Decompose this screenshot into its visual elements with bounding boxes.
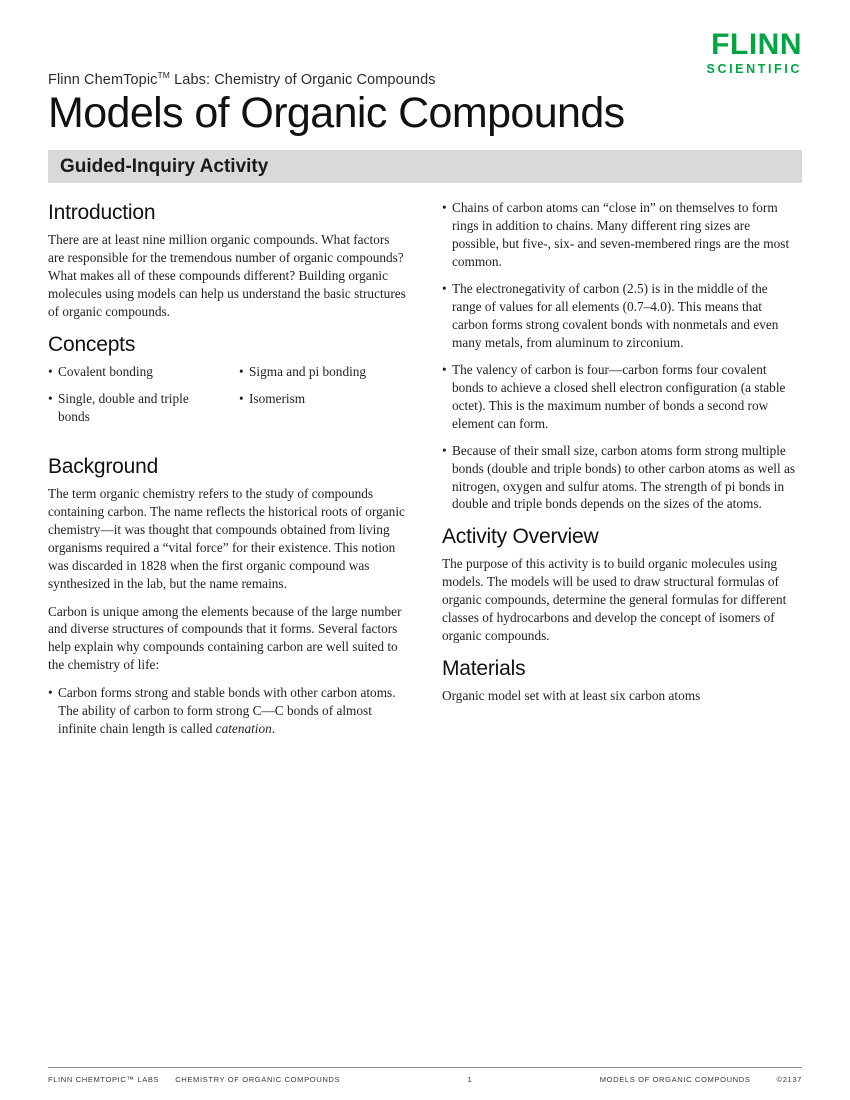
list-item — [442, 280, 800, 352]
content-columns — [48, 195, 802, 747]
activity-overview-paragraph: The purpose of this activity is to build organic molecules using models. The models will be used to draw structural formulas of organic compounds, determine the general formulas for different classes of hydrocarbons and develop the concept of isomers of organic compounds. — [442, 556, 787, 644]
activity-type-banner — [48, 150, 802, 183]
flinn-scientific-logo — [707, 30, 802, 76]
page-title: Models of Organic Compounds — [48, 88, 625, 137]
page-footer — [48, 1075, 802, 1084]
series-prefix: Flinn ChemTopic — [48, 71, 158, 88]
background-paragraph-2: Carbon is unique among the elements because of the large number and diverse structures of compounds that it forms. Several factors help explain why compounds containing carbon are well suited to the chemistry of life: — [48, 603, 402, 673]
bullet-text-end: . — [271, 721, 276, 737]
footer-page-number: 1 — [467, 1075, 473, 1084]
list-item — [239, 363, 406, 381]
list-item — [442, 442, 800, 514]
footer-activity-title: MODELS OF ORGANIC COMPOUNDS — [599, 1075, 751, 1084]
list-item — [239, 390, 406, 408]
bullet-text: Carbon forms strong and stable bonds with other carbon atoms. The ability of carbon to form strong C—C bonds of almost infinite chain length is called — [58, 685, 396, 737]
footer-catalog-code: ©2137 — [776, 1075, 802, 1084]
heading-materials: Materials — [442, 657, 526, 681]
concept-label: Isomerism — [249, 391, 306, 407]
materials-text: Organic model set with at least six carbon atoms — [442, 688, 701, 704]
heading-concepts: Concepts — [48, 333, 136, 357]
list-item — [48, 684, 406, 738]
concept-label: Sigma and pi bonding — [249, 364, 367, 380]
heading-activity-overview: Activity Overview — [442, 525, 599, 549]
bullet-emphasis: catenation — [215, 721, 272, 737]
concept-label: Covalent bonding — [58, 364, 153, 380]
background-bullets — [48, 684, 406, 738]
heading-introduction: Introduction — [48, 201, 156, 225]
footer-left — [48, 1075, 340, 1084]
footer-series: FLINN CHEMTOPIC™ LABS — [48, 1075, 160, 1084]
trademark-symbol: TM — [157, 70, 170, 80]
list-item — [48, 390, 215, 426]
background-paragraph-1: The term organic chemistry refers to the study of compounds containing carbon. The name reflects the historical roots of organic chemistry—it was thought that compounds obtained from living organisms required a “vital force” for their existence. This notion was discarded in 1828 when the first organic compound was synthesized in the lab, but the name remains. — [48, 485, 405, 591]
right-column — [442, 195, 800, 747]
heading-background: Background — [48, 454, 159, 478]
concepts-column-right — [239, 363, 406, 435]
series-line — [48, 70, 802, 88]
logo-tagline: SCIENTIFIC — [706, 62, 802, 76]
banner-label: Guided-Inquiry Activity — [60, 155, 269, 177]
footer-topic: CHEMISTRY OF ORGANIC COMPOUNDS — [175, 1075, 341, 1084]
logo-wordmark: FLINN — [711, 28, 802, 61]
concepts-column-left — [48, 363, 215, 435]
background-bullets-continued — [442, 199, 800, 513]
footer-divider — [48, 1067, 802, 1068]
left-column — [48, 195, 406, 747]
list-item — [442, 199, 800, 271]
bullet-text: Chains of carbon atoms can “close in” on themselves to form rings in addition to chains. Many different ring sizes are possible, but five-, six- and seven-membered rings are the most common. — [452, 200, 790, 270]
list-item — [442, 361, 800, 433]
concepts-list — [48, 363, 406, 443]
concept-label: Single, double and triple bonds — [58, 391, 189, 424]
introduction-paragraph: There are at least nine million organic compounds. What factors are responsible for the tremendous number of organic compounds? What makes all of these compounds different? Building organic molecules using models can help us understand the basic structures of organic compounds. — [48, 232, 406, 320]
bullet-text: Because of their small size, carbon atoms form strong multiple bonds (double and triple bonds) to other carbon atoms as well as nitrogen, oxygen and sulfur atoms. The strength of pi bonds in double and triple bonds depends on the sizes of the atoms. — [452, 442, 796, 512]
bullet-text: The valency of carbon is four—carbon forms four covalent bonds to achieve a closed shell electron configuration (a stable octet). This is the maximum number of bonds a second row element can form. — [452, 361, 786, 431]
footer-right — [600, 1075, 802, 1084]
series-suffix: Labs: Chemistry of Organic Compounds — [169, 71, 436, 88]
list-item — [48, 363, 215, 381]
bullet-text: The electronegativity of carbon (2.5) is in the middle of the range of values for all elements (0.7–4.0). This means that carbon forms strong covalent bonds with nonmetals and even many metals, from aluminum to zirconium. — [452, 281, 779, 350]
